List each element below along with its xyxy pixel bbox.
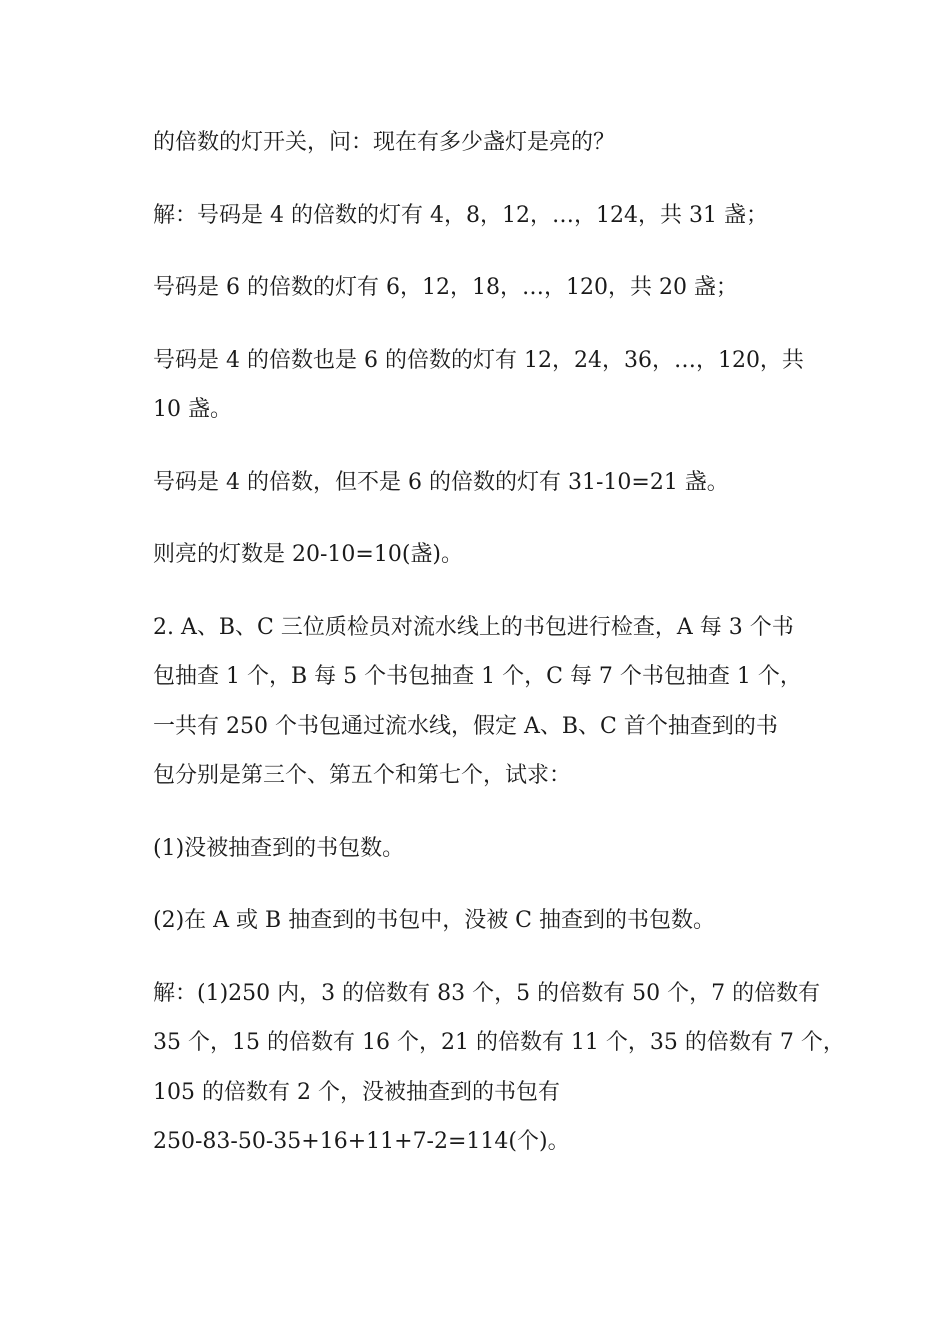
paragraph-question-end [153, 118, 813, 168]
document-body [153, 118, 845, 1167]
text-line: 解：号码是 4 的倍数的灯有 4，8，12，…，124，共 31 盏； [153, 202, 768, 228]
paragraph-question-1 [153, 824, 813, 874]
text-line: 一共有 250 个书包通过流水线，假定 A、B、C 首个抽查到的书 [153, 713, 778, 739]
paragraph-solution-2 [153, 969, 845, 1167]
paragraph-multiples-of-4-and-6 [153, 336, 813, 435]
text-line: 250-83-50-35+16+11+7-2=114(个)。 [153, 1129, 570, 1154]
text-line: 解：(1)250 内，3 的倍数有 83 个，5 的倍数有 50 个，7 的倍数有 [153, 980, 821, 1006]
text-line: 号码是 4 的倍数也是 6 的倍数的灯有 12，24，36，…，120，共 [153, 347, 804, 373]
text-line: 号码是 4 的倍数，但不是 6 的倍数的灯有 31-10=21 盏。 [153, 469, 729, 495]
text-line: 2. A、B、C 三位质检员对流水线上的书包进行检查，A 每 3 个书 [153, 614, 794, 640]
text-line: 包抽查 1 个，B 每 5 个书包抽查 1 个，C 每 7 个书包抽查 1 个， [153, 664, 802, 689]
text-line: 10 盏。 [153, 397, 232, 422]
text-line: (2)在 A 或 B 抽查到的书包中，没被 C 抽查到的书包数。 [153, 908, 716, 933]
text-line: 105 的倍数有 2 个，没被抽查到的书包有 [153, 1079, 560, 1105]
paragraph-multiples-of-4-not-6 [153, 458, 813, 508]
text-line: 的倍数的灯开关，问：现在有多少盏灯是亮的？ [153, 130, 616, 155]
text-line: 号码是 6 的倍数的灯有 6，12，18，…，120，共 20 盏； [153, 275, 738, 300]
paragraph-solution-multiples-of-4 [153, 191, 813, 241]
text-line: 35 个，15 的倍数有 16 个，21 的倍数有 11 个，35 的倍数有 7 个， [153, 1030, 845, 1055]
paragraph-problem-2 [153, 603, 813, 801]
text-line: 则亮的灯数是 20-10=10(盏)。 [153, 542, 464, 567]
paragraph-multiples-of-6 [153, 263, 813, 313]
text-line: 包分别是第三个、第五个和第七个，试求： [153, 763, 572, 788]
paragraph-question-2 [153, 896, 813, 946]
text-line: (1)没被抽查到的书包数。 [153, 835, 405, 861]
paragraph-lit-lamps-result [153, 530, 813, 580]
